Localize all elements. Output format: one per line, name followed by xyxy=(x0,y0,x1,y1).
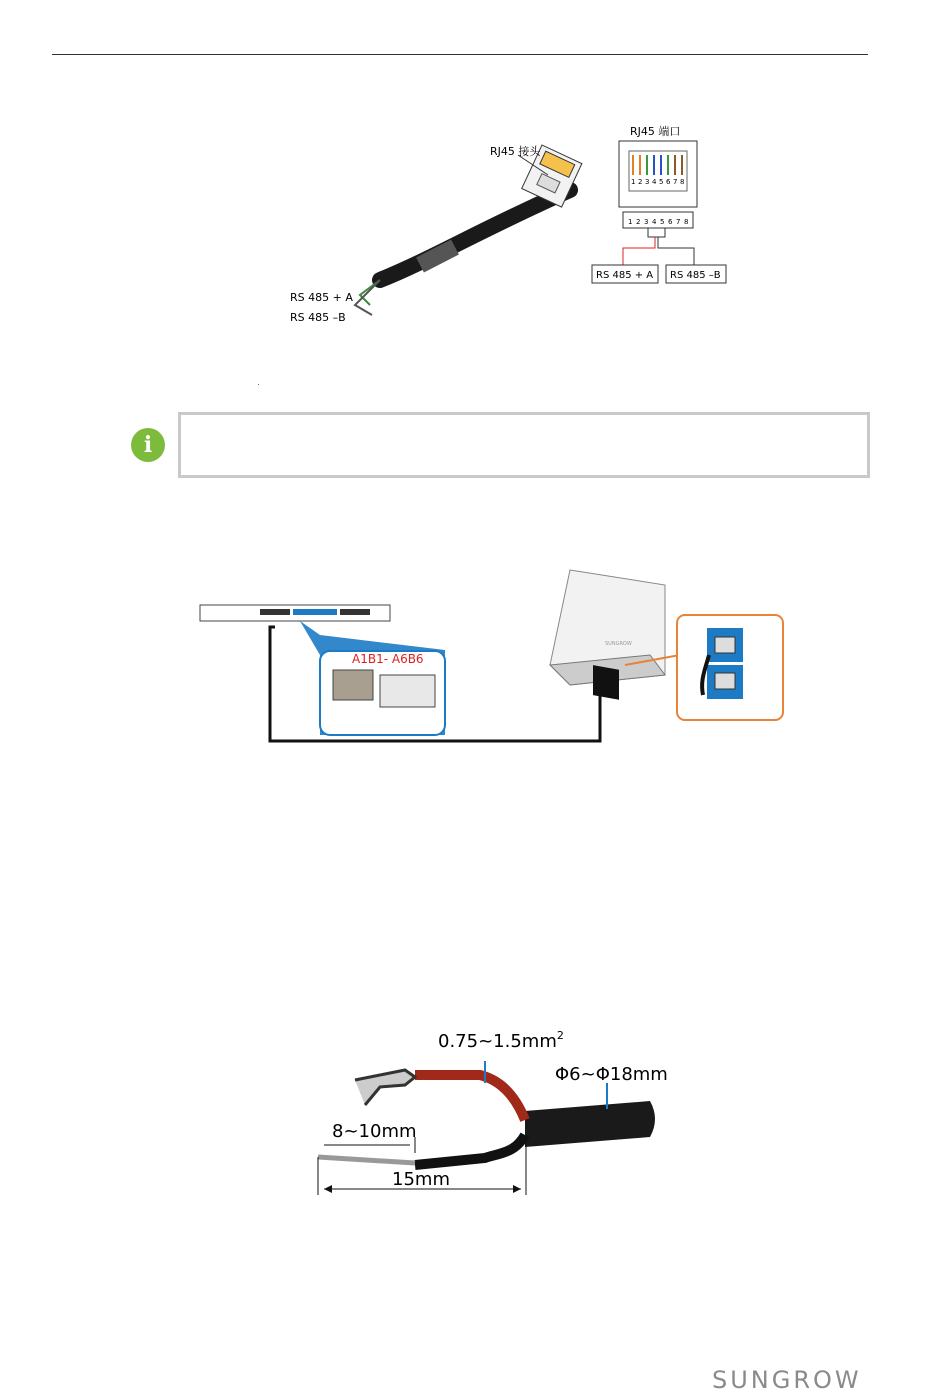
black-wire-b xyxy=(658,237,694,265)
rj45-plug-label: RJ45 接头 xyxy=(490,145,541,158)
pin-number: 8 xyxy=(680,178,685,186)
cable-band xyxy=(420,247,455,265)
rs485-b-box-label: RS 485 –B xyxy=(670,270,721,281)
pin-number: 3 xyxy=(645,178,650,186)
pin-number: 6 xyxy=(668,218,673,226)
sungrow-logo: SUNGROW xyxy=(712,1366,862,1394)
cable-sheath xyxy=(380,190,570,280)
black-conductor xyxy=(415,1135,525,1165)
pin-number: 1 xyxy=(631,178,636,186)
pin-number: 7 xyxy=(676,218,681,226)
sheath-length-label: 15mm xyxy=(392,1169,450,1190)
inverter-brand: SUNGROW xyxy=(605,641,632,647)
rj45-wiring-figure xyxy=(280,115,740,330)
pin-number: 5 xyxy=(660,218,665,226)
pin-number: 2 xyxy=(638,178,643,186)
crimp-terminal xyxy=(355,1070,415,1105)
terminal-label: A1B1- A6B6 xyxy=(352,652,424,666)
stray-dot xyxy=(258,384,259,385)
info-icon: i xyxy=(131,428,165,462)
note-box xyxy=(178,412,870,478)
logger-ports xyxy=(260,609,370,615)
inverter-display xyxy=(593,665,619,700)
stripped-end xyxy=(318,1157,415,1163)
pin-number: 3 xyxy=(644,218,649,226)
wire-b-label: RS 485 –B xyxy=(290,311,346,324)
rs485-a-box-label: RS 485 + A xyxy=(596,270,654,281)
terminal-block-left xyxy=(333,670,373,700)
pin-strip xyxy=(623,212,693,228)
diameter-label: Φ6~Φ18mm xyxy=(555,1064,668,1085)
red-conductor xyxy=(415,1075,525,1120)
pin-number: 6 xyxy=(666,178,671,186)
red-wire-a xyxy=(623,237,655,265)
header-rule xyxy=(52,54,868,55)
pin-number: 7 xyxy=(673,178,678,186)
strip-length-label: 8~10mm xyxy=(332,1121,417,1142)
pin-number: 5 xyxy=(659,178,664,186)
inverter-connection-figure xyxy=(195,565,795,747)
pin-number: 4 xyxy=(652,218,657,226)
wire-a-label: RS 485 + A xyxy=(290,291,353,304)
pin-number: 8 xyxy=(684,218,689,226)
pin-number: 4 xyxy=(652,178,657,186)
pin-number: 2 xyxy=(636,218,641,226)
cable-stripping-figure xyxy=(310,1025,690,1205)
pin-number: 1 xyxy=(628,218,633,226)
rj45-port-label: RJ45 端口 xyxy=(630,125,681,138)
terminal-block-right xyxy=(380,675,435,707)
cross-section-label: $0.75\sim 1.5mm^2$ xyxy=(438,1029,564,1052)
cable-sheath xyxy=(525,1101,655,1147)
